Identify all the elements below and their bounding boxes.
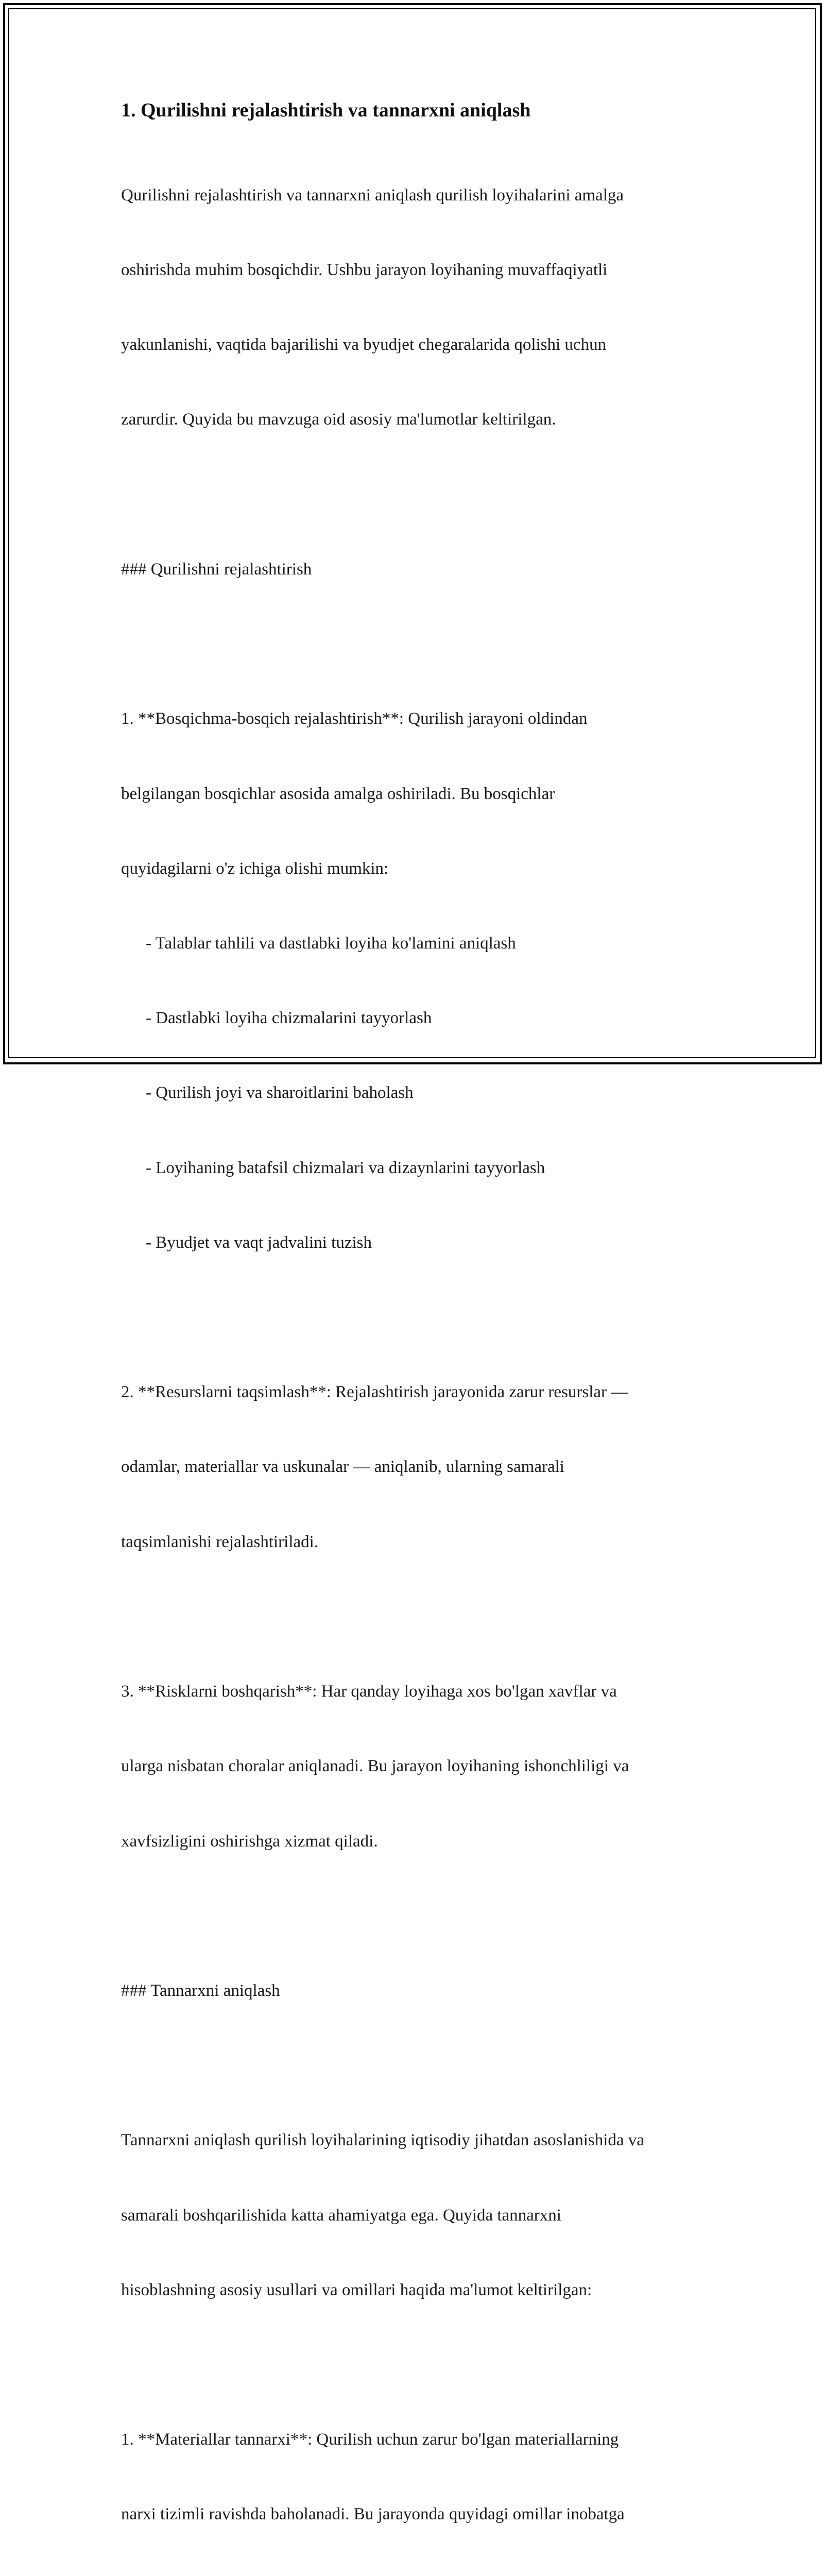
list-item-line: - Qurilish joyi va sharoitlarini baholash (146, 1083, 414, 1103)
text-line: Qurilishni rejalashtirish va tannarxni aniqlash qurilish loyihalarini amalga (121, 185, 624, 205)
text-line: 1. **Bosqichma-bosqich rejalashtirish**: Qurilish jarayoni oldindan (121, 709, 588, 728)
text-line: quyidagilarni o'z ichiga olishi mumkin: (121, 859, 389, 878)
document-title: 1. Qurilishni rejalashtirish va tannarxni aniqlash (121, 99, 531, 121)
text-line: Tannarxni aniqlash qurilish loyihalarining iqtisodiy jihatdan asoslanishida va (121, 2131, 644, 2150)
text-line: zarurdir. Quyida bu mavzuga oid asosiy ma'lumotlar keltirilgan. (121, 410, 556, 429)
text-line: oshirishda muhim bosqichdir. Ushbu jarayon loyihaning muvaffaqiyatli (121, 261, 608, 280)
text-line: 3. **Risklarni boshqarish**: Har qanday loyihaga xos bo'lgan xavflar va (121, 1682, 617, 1701)
section-heading-line: ### Qurilishni rejalashtirish (121, 560, 312, 579)
blank-line (121, 2352, 708, 2377)
text-line: taqsimlanishi rejalashtiriladi. (121, 1532, 319, 1551)
text-line: odamlar, materiallar va uskunalar — aniqlanib, ularning samarali (121, 1458, 564, 1477)
text-line: xavfsizligini oshirishga xizmat qiladi. (121, 1832, 378, 1851)
list-item-line: - Talablar tahlili va dastlabki loyiha ko'lamini aniqlash (146, 934, 516, 953)
list-item-line: - Byudjet va vaqt jadvalini tuzish (146, 1233, 372, 1252)
text-line: 1. **Materiallar tannarxi**: Qurilish uchun zarur bo'lgan materiallarning (121, 2430, 619, 2449)
document-body (121, 97, 708, 2576)
blank-line (121, 482, 708, 507)
text-line: belgilangan bosqichlar asosida amalga oshiriladi. Bu bosqichlar (121, 784, 555, 803)
list-item-line: - Loyihaning batafsil chizmalari va dizaynlarini tayyorlash (146, 1158, 545, 1177)
list-item-line: - Dastlabki loyiha chizmalarini tayyorlash (146, 1009, 432, 1028)
blank-line (121, 1904, 708, 1928)
section-heading-line: ### Tannarxni aniqlash (121, 1981, 280, 2000)
text-line: ularga nisbatan choralar aniqlanadi. Bu jarayon loyihaning ishonchliligi va (121, 1757, 629, 1776)
text-line: narxi tizimli ravishda baholanadi. Bu jarayonda quyidagi omillar inobatga (121, 2505, 625, 2524)
text-line: yakunlanishi, vaqtida bajarilishi va byudjet chegaralarida qolishi uchun (121, 335, 607, 354)
blank-line (121, 1305, 708, 1330)
text-line: 2. **Resurslarni taqsimlash**: Rejalashtirish jarayonida zarur resurslar — (121, 1383, 628, 1402)
text-line: samarali boshqarilishida katta ahamiyatga ega. Quyida tannarxni (121, 2206, 561, 2225)
document-text (121, 133, 708, 2576)
blank-line (121, 1604, 708, 1629)
blank-line (121, 632, 708, 656)
blank-line (121, 2053, 708, 2078)
text-line: hisoblashning asosiy usullari va omillari haqida ma'lumot keltirilgan: (121, 2280, 592, 2299)
